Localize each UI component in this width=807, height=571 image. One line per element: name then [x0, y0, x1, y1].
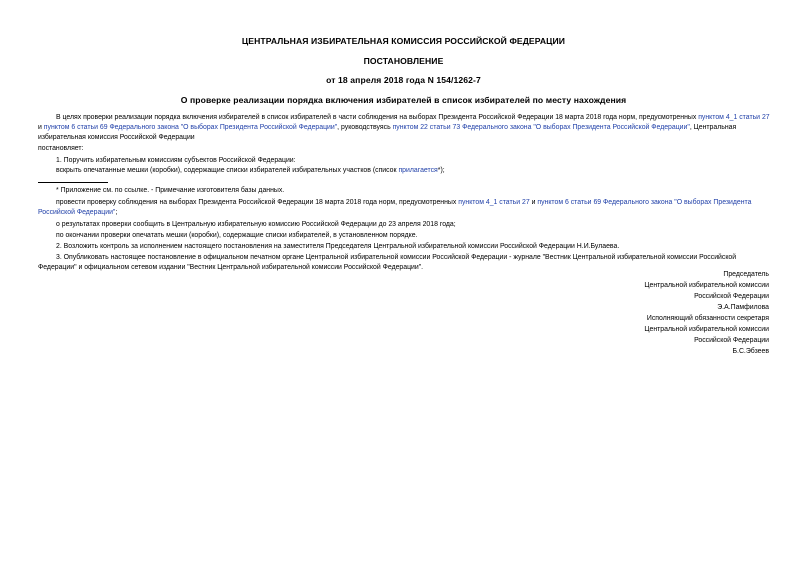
item-1-sub-a-text-2: *);	[437, 167, 445, 174]
signature-line: Председатель	[723, 271, 769, 278]
item-1-sub-b-text-2: и	[529, 199, 538, 206]
intro-link-art73[interactable]: пунктом 22 статьи 73 Федерального закона "О выборах Президента Российской Федерации"	[392, 124, 690, 131]
signature-line: Исполняющий обязанности секретаря	[646, 315, 769, 322]
appendix-link[interactable]: прилагается	[398, 167, 438, 174]
date-number-heading: от 18 апреля 2018 года N 154/1262-7	[326, 75, 481, 85]
document-title: О проверке реализации порядка включения избирателей в список избирателей по месту нахождения	[180, 95, 627, 105]
intro-link-art69[interactable]: пунктом 6 статьи 69 Федерального закона "О выборах Президента Российской Федерации"	[43, 124, 338, 131]
intro-text-1: В целях проверки реализации порядка включения избирателей в список избирателей в части соблюдения на выборах Президента Российской Федерации 18 марта 2018 года норм, предусмотренных	[56, 114, 699, 121]
item-1-sub-d: по окончании проверки опечатать мешки (коробки), содержащие списки избирателей, в установленном порядке.	[56, 232, 418, 239]
intro-paragraph	[38, 113, 770, 143]
item-2-text: 2. Возложить контроль за исполнением настоящего постановления на заместителя Председателя Центральной избирательной комиссии Российской Федерации Н.И.Булаева.	[56, 243, 620, 250]
item-1-sub-a	[56, 166, 445, 176]
item-1-link-art27[interactable]: пунктом 4_1 статьи 27	[458, 199, 530, 206]
intro-link-art27[interactable]: пунктом 4_1 статьи 27	[698, 114, 770, 121]
resolves-text: постановляет:	[38, 145, 84, 152]
signature-name: Э.А.Памфилова	[717, 304, 769, 311]
item-1-sub-b	[38, 198, 770, 218]
item-1-text: 1. Поручить избирательным комиссиям субъектов Российской Федерации:	[56, 157, 296, 164]
intro-text-2: и	[38, 124, 44, 131]
item-1-sub-a-text-1: вскрыть опечатанные мешки (коробки), содержащие списки избирателей избирательных участков (список	[56, 167, 399, 174]
item-1-sub-b-text-1: провести проверку соблюдения на выборах Президента Российской Федерации 18 марта 2018 года норм, предусмотренных	[56, 199, 459, 206]
signature-line: Российской Федерации	[694, 293, 769, 300]
org-heading: ЦЕНТРАЛЬНАЯ ИЗБИРАТЕЛЬНАЯ КОМИССИЯ РОССИЙСКОЙ ФЕДЕРАЦИИ	[241, 36, 566, 46]
item-1-link-art69[interactable]: пунктом 6 статьи 69 Федерального закона "О выборах Президента Российской Федерации"	[38, 199, 752, 216]
signature-line: Центральной избирательной комиссии	[644, 326, 769, 333]
signature-line: Российской Федерации	[694, 337, 769, 344]
footnote-text: * Приложение см. по ссылке. - Примечание изготовителя базы данных.	[56, 187, 285, 194]
signature-line: Центральной избирательной комиссии	[644, 282, 769, 289]
footnote-divider	[38, 182, 108, 183]
signature-name: Б.С.Эбзеев	[732, 348, 769, 355]
item-3-text: 3. Опубликовать настоящее постановление в официальном печатном органе Центральной избирательной комиссии Российской Федерации - журнале "Вестник Центральной избирательной комиссии Российской Федерации" и официальном сетевом издании "Вестник Центральной избирательной комиссии Российской Федерации".	[38, 254, 737, 271]
intro-text-3: , руководствуясь	[337, 124, 393, 131]
intro-text-4: , Центральная избирательная комиссия Российской Федерации	[38, 124, 737, 141]
doc-type-heading: ПОСТАНОВЛЕНИЕ	[363, 56, 444, 66]
item-1-sub-c: о результатах проверки сообщить в Центральную избирательную комиссию Российской Федерации до 23 апреля 2018 года;	[56, 221, 456, 228]
item-1-sub-b-text-3: ;	[115, 209, 118, 216]
